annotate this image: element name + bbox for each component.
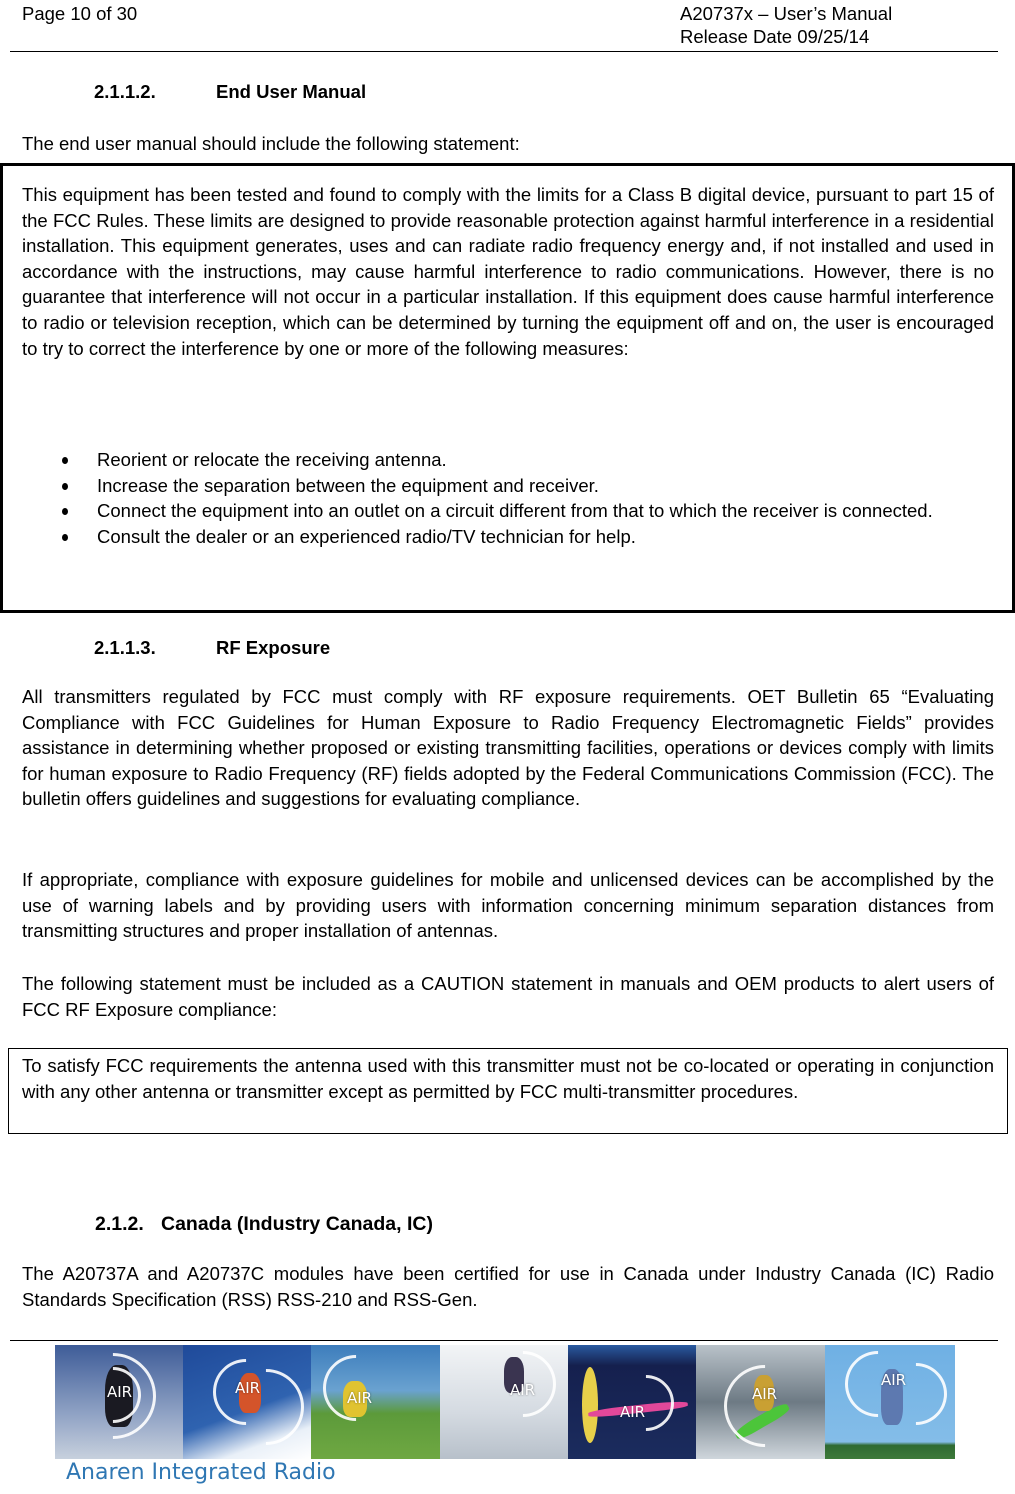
caution-statement-box: [8, 1048, 1008, 1134]
footer-banner: [55, 1345, 955, 1459]
heading-end-user-manual: [94, 80, 366, 104]
signal-wave-icon: [707, 1348, 823, 1459]
air-badge: AIR: [107, 1383, 133, 1401]
banner-tile-skateboarder: [55, 1345, 183, 1459]
fcc-statement-text: This equipment has been tested and found to comply with the limits for a Class B digital device, pursuant to part 15 of the FCC Rules. These limits are designed to provide reasonable protection against harmful interference in a residential installation. This equipment generates, uses and can radiate radio frequency energy and, if not installed and used in accordance with the instructions, may cause harmful interference to radio communications. However, there is no guarantee that interference will not occur in a particular installation. If this equipment does cause harmful interference to radio or television reception, which can be determined by turning the equipment off and on, the user is encouraged to try to correct the interference by one or more of the following measures:: [22, 184, 994, 359]
caution-statement-text: To satisfy FCC requirements the antenna used with this transmitter must not be co-located or operating in conjunction with any other antenna or transmitter except as permitted by FCC multi-transmitter procedures.: [22, 1055, 994, 1102]
bullet-icon: [62, 457, 68, 464]
list-item: Connect the equipment into an outlet on a circuit different from that to which the receiver is connected.: [22, 498, 994, 524]
air-badge: AIR: [347, 1389, 373, 1407]
air-badge: AIR: [881, 1371, 907, 1389]
section-title: Canada (Industry Canada, IC): [161, 1213, 433, 1235]
air-badge: AIR: [510, 1381, 536, 1399]
release-date: Release Date 09/25/14: [680, 26, 870, 47]
section-title: RF Exposure: [216, 637, 331, 658]
page-number: Page 10 of 30: [22, 3, 138, 24]
section-number: 2.1.1.3.: [94, 637, 156, 658]
signal-wave-icon: [606, 1363, 685, 1442]
section-number: 2.1.1.2.: [94, 81, 156, 102]
list-item: Reorient or relocate the receiving antenna.: [22, 447, 994, 473]
canada-paragraph: The A20737A and A20737C modules have been certified for use in Canada under Industry Canada (IC) Radio Standards Specification (RSS) RSS-210 and RSS-Gen.: [22, 1263, 994, 1310]
banner-tile-windsurfer: [568, 1345, 696, 1459]
bullet-icon: [62, 534, 68, 541]
rf-paragraph-2: If appropriate, compliance with exposure guidelines for mobile and unlicensed devices can be accomplished by the use of warning labels and by providing users with information concerning minimum separation distances from transmitting structures and proper installation of antennas.: [22, 869, 994, 942]
banner-tile-mountain-biker: [311, 1345, 440, 1459]
bullet-icon: [62, 483, 68, 490]
heading-rf-exposure: [94, 636, 330, 660]
intro-paragraph: The end user manual should include the following statement:: [22, 133, 520, 154]
measures-list: [22, 447, 994, 549]
footer-divider: [10, 1340, 998, 1341]
list-item: Increase the separation between the equipment and receiver.: [22, 473, 994, 499]
list-item: Consult the dealer or an experienced radio/TV technician for help.: [22, 524, 994, 550]
air-badge: AIR: [752, 1385, 778, 1403]
section-number: 2.1.2.: [95, 1213, 144, 1235]
air-badge: AIR: [620, 1403, 646, 1421]
section-title: End User Manual: [216, 81, 367, 102]
brand-logo-text: Anaren Integrated Radio: [66, 1460, 336, 1485]
air-badge: AIR: [235, 1379, 261, 1397]
rf-paragraph-3: The following statement must be included as a CAUTION statement in manuals and OEM products to alert users of FCC RF Exposure compliance:: [22, 973, 994, 1020]
banner-tile-skier: [183, 1345, 311, 1459]
bullet-icon: [62, 508, 68, 515]
heading-canada: [95, 1211, 433, 1237]
fcc-statement-box: [0, 163, 1015, 613]
banner-tile-snowboarder: [440, 1345, 568, 1459]
windsurf-sail-icon: [582, 1367, 598, 1443]
document-title: A20737x – User’s Manual: [680, 3, 893, 24]
header-divider: [10, 51, 998, 52]
banner-tile-kayaker: [696, 1345, 825, 1459]
rf-paragraph-1: All transmitters regulated by FCC must comply with RF exposure requirements. OET Bulletin 65 “Evaluating Compliance with FCC Guidelines for Human Exposure to Radio Frequency Electromagnetic Fields” provides assistance in determining whether proposed or existing transmitting facilities, operations or devices comply with limits for human exposure to Radio Frequency (RF) fields adopted by the Federal Communications Commission (FCC). The bulletin offers guidelines and suggestions for evaluating compliance.: [22, 686, 994, 810]
banner-tile-inline-skater: [825, 1345, 955, 1459]
